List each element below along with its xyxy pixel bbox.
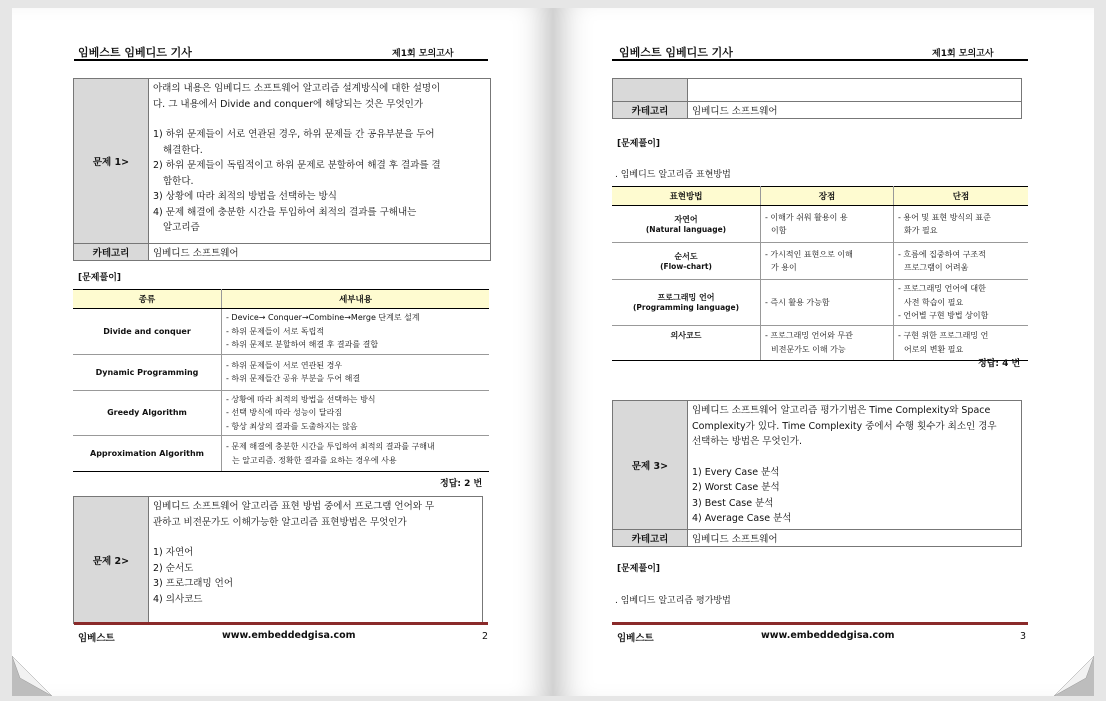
page-curl-right[interactable] bbox=[1044, 648, 1094, 696]
q3-option: 4) Average Case 분석 bbox=[692, 513, 792, 524]
q2-option: 4) 의사코드 bbox=[153, 593, 203, 605]
q1-option-cont: 알고리즘 bbox=[163, 222, 200, 233]
table-row-pro bbox=[761, 243, 894, 280]
table2-intro: . 임베디드 알고리즘 표현방법 bbox=[615, 170, 731, 180]
table-row-pro bbox=[761, 206, 894, 243]
header-title: 임베스트 임베디드 기사 bbox=[78, 46, 192, 59]
table2-header-pro: 장점 bbox=[761, 187, 894, 206]
con-line: - 흐름에 집중하여 구조적 bbox=[898, 249, 986, 259]
q2-line: 관하고 비전문가도 이해가능한 알고리즘 표현방법은 무엇인가 bbox=[153, 516, 407, 528]
detail-line: - 선택 방식에 따라 성능이 달라짐 bbox=[226, 408, 343, 417]
detail-line: - 하위 문제로 분할하여 해결 후 결과를 결합 bbox=[226, 340, 379, 349]
question-3-text bbox=[688, 401, 1022, 530]
footer-url[interactable]: www.embeddedgisa.com bbox=[222, 630, 356, 641]
con-line: 어로의 변환 필요 bbox=[904, 344, 964, 354]
footer-rule bbox=[74, 622, 488, 625]
q3-category-label: 카테고리 bbox=[613, 529, 688, 546]
detail-line: - 하위 문제들이 서로 독립적 bbox=[226, 326, 325, 336]
table-row-pro bbox=[761, 280, 894, 326]
q1-option-cont: 합한다. bbox=[163, 175, 194, 187]
page-number-left: 2 bbox=[482, 631, 489, 642]
pro-line: - 가시적인 표현으로 이해 bbox=[765, 249, 853, 259]
q3-option: 2) Worst Case 분석 bbox=[692, 482, 780, 493]
q2-option: 2) 순서도 bbox=[153, 562, 194, 574]
question-1-table bbox=[73, 78, 491, 261]
header-rule bbox=[74, 59, 488, 61]
q2-category-value: 임베디드 소프트웨어 bbox=[688, 102, 1022, 119]
table-row-detail bbox=[222, 390, 490, 436]
question-3-label: 문제 3> bbox=[613, 401, 688, 530]
q2-category-label: 카테고리 bbox=[613, 102, 688, 119]
table-row-con bbox=[894, 280, 1029, 326]
table-row-detail bbox=[222, 309, 490, 355]
detail-line: - 하위 문제들간 공유 부분을 두어 해결 bbox=[226, 374, 361, 383]
table2-header-con: 단점 bbox=[894, 187, 1029, 206]
table-row-pro bbox=[761, 325, 894, 360]
question-1-text bbox=[149, 79, 491, 244]
q1-spacer bbox=[153, 112, 486, 127]
q1-option: 1) 하위 문제들이 서로 연관된 경우, 하위 문제들 간 공유부분을 두어 bbox=[153, 129, 435, 140]
q2-spacer bbox=[153, 530, 478, 545]
page-curl-left[interactable] bbox=[12, 648, 62, 696]
header-exam: 제1회 모의고사 bbox=[392, 49, 454, 59]
header-exam: 제1회 모의고사 bbox=[932, 49, 994, 59]
continued-text-cell bbox=[688, 79, 1022, 102]
table-row-name: Dynamic Programming bbox=[73, 354, 222, 390]
pro-line: - 프로그래밍 언어와 무관 bbox=[765, 331, 853, 340]
q3-line: Complexity가 있다. Time Complexity 중에서 수행 횟수가 최소인 경우 bbox=[692, 420, 997, 432]
solution-label-1: [문제풀이] bbox=[78, 273, 122, 283]
method-name: 자연어 bbox=[674, 215, 698, 224]
q1-line: 다. 그 내용에서 Divide and conquer에 해당되는 것은 무엇인가 bbox=[153, 98, 424, 110]
pro-line: 가 용이 bbox=[771, 263, 797, 272]
con-line: 화가 필요 bbox=[904, 226, 938, 235]
q1-option: 4) 문제 해결에 충분한 시간을 투입하여 최적의 결과를 구해내는 bbox=[153, 206, 417, 218]
detail-line: - 문제 해결에 충분한 시간을 투입하여 최적의 결과를 구해내 bbox=[226, 442, 435, 451]
question-2-table bbox=[73, 496, 483, 624]
q3-line: 임베디드 소프트웨어 알고리즘 평가기법은 Time Complexity와 Space bbox=[692, 405, 991, 416]
con-line: 사전 학습이 필요 bbox=[904, 297, 964, 307]
method-name: 순서도 bbox=[674, 252, 698, 261]
representation-table bbox=[612, 186, 1028, 361]
question-1-continued-table bbox=[612, 78, 1022, 119]
table-row-name bbox=[612, 280, 761, 326]
method-sub: (Flow-chart) bbox=[660, 262, 712, 271]
footer-brand: 임베스트 bbox=[78, 633, 115, 644]
q3-option: 3) Best Case 분석 bbox=[692, 497, 774, 509]
q3-intro: . 임베디드 알고리즘 평가방법 bbox=[615, 596, 731, 606]
q2-option: 3) 프로그래밍 언어 bbox=[153, 578, 234, 589]
table1-header-type: 종류 bbox=[73, 290, 222, 309]
method-sub: (Natural language) bbox=[645, 225, 727, 234]
question-3-table bbox=[612, 400, 1022, 547]
header-title: 임베스트 임베디드 기사 bbox=[619, 46, 733, 59]
footer-brand: 임베스트 bbox=[617, 633, 654, 644]
table-row-name: Approximation Algorithm bbox=[73, 436, 222, 472]
solution-label-2: [문제풀이] bbox=[617, 139, 661, 149]
table-row-detail bbox=[222, 354, 490, 390]
q1-category-label: 카테고리 bbox=[74, 244, 149, 261]
con-line: - 언어별 구현 방법 상이함 bbox=[898, 311, 989, 320]
question-2-label: 문제 2> bbox=[74, 497, 149, 624]
table-row-name: 의사코드 bbox=[612, 325, 761, 360]
q2-line: 임베디드 소프트웨어 알고리즘 표현 방법 중에서 프로그램 언어와 무 bbox=[153, 501, 435, 512]
answer-1: 정답: 2 번 bbox=[440, 479, 483, 489]
con-line: - 용어 및 표현 방식의 표준 bbox=[898, 212, 991, 222]
q1-line: 아래의 내용은 임베디드 소프트웨어 알고리즘 설계방식에 대한 설명이 bbox=[153, 83, 441, 94]
table-row-name: Divide and conquer bbox=[73, 309, 222, 355]
con-line: - 프로그래밍 언어에 대한 bbox=[898, 284, 986, 293]
solution-label-3: [문제풀이] bbox=[617, 564, 661, 574]
q1-category-value: 임베디드 소프트웨어 bbox=[149, 244, 491, 261]
table-row-name: Greedy Algorithm bbox=[73, 390, 222, 436]
q3-category-value: 임베디드 소프트웨어 bbox=[688, 529, 1022, 546]
answer-2: 정답: 4 번 bbox=[978, 359, 1021, 369]
pro-line: 비전문가도 이해 가능 bbox=[771, 344, 846, 354]
detail-line: - 항상 최상의 결과를 도출하지는 않음 bbox=[226, 421, 358, 431]
detail-line: - 상황에 따라 최적의 방법을 선택하는 방식 bbox=[226, 394, 376, 404]
q3-spacer bbox=[692, 450, 1017, 465]
table1-header-detail: 세부내용 bbox=[222, 290, 490, 309]
header-rule bbox=[612, 59, 1028, 61]
table-row-name bbox=[612, 206, 761, 243]
footer-rule bbox=[612, 622, 1028, 625]
footer-url[interactable]: www.embeddedgisa.com bbox=[761, 630, 895, 641]
detail-line: - 하위 문제들이 서로 연관된 경우 bbox=[226, 360, 343, 370]
question-2-text bbox=[149, 497, 483, 624]
method-sub: (Programming language) bbox=[632, 303, 740, 313]
page-number-right: 3 bbox=[1020, 631, 1027, 642]
table2-header-method: 표현방법 bbox=[612, 187, 761, 206]
q1-option: 2) 하위 문제들이 독립적이고 하위 문제로 분할하여 해결 후 결과를 결 bbox=[153, 160, 441, 171]
detail-line: - Device→ Conquer→Combine→Merge 단계로 설계 bbox=[226, 313, 420, 322]
table-row-detail bbox=[222, 436, 490, 472]
table-row-con bbox=[894, 206, 1029, 243]
table-row-name bbox=[612, 243, 761, 280]
left-page bbox=[12, 8, 553, 696]
q1-option: 3) 상황에 따라 최적의 방법을 선택하는 방식 bbox=[153, 191, 337, 202]
continued-label-cell bbox=[613, 79, 688, 102]
pro-line: 이함 bbox=[771, 226, 787, 235]
table-row-con bbox=[894, 325, 1029, 360]
con-line: 프로그램이 어려움 bbox=[904, 263, 969, 272]
con-line: - 구현 위한 프로그래밍 언 bbox=[898, 331, 989, 340]
question-1-label: 문제 1> bbox=[74, 79, 149, 244]
q2-option: 1) 자연어 bbox=[153, 547, 194, 558]
method-name: 프로그래밍 언어 bbox=[657, 293, 715, 303]
pro-line: - 이해가 쉬워 활용이 용 bbox=[765, 212, 848, 222]
q3-line: 선택하는 방법은 무엇인가. bbox=[692, 436, 803, 447]
detail-line: 는 알고리즘. 정확한 결과를 요하는 경우에 사용 bbox=[232, 455, 397, 465]
algorithm-table bbox=[73, 289, 489, 472]
pro-line: - 즉시 활용 가능함 bbox=[765, 297, 830, 307]
q1-option-cont: 해결한다. bbox=[163, 144, 203, 156]
right-page bbox=[553, 8, 1094, 696]
q3-option: 1) Every Case 분석 bbox=[692, 466, 780, 478]
table-row-con bbox=[894, 243, 1029, 280]
